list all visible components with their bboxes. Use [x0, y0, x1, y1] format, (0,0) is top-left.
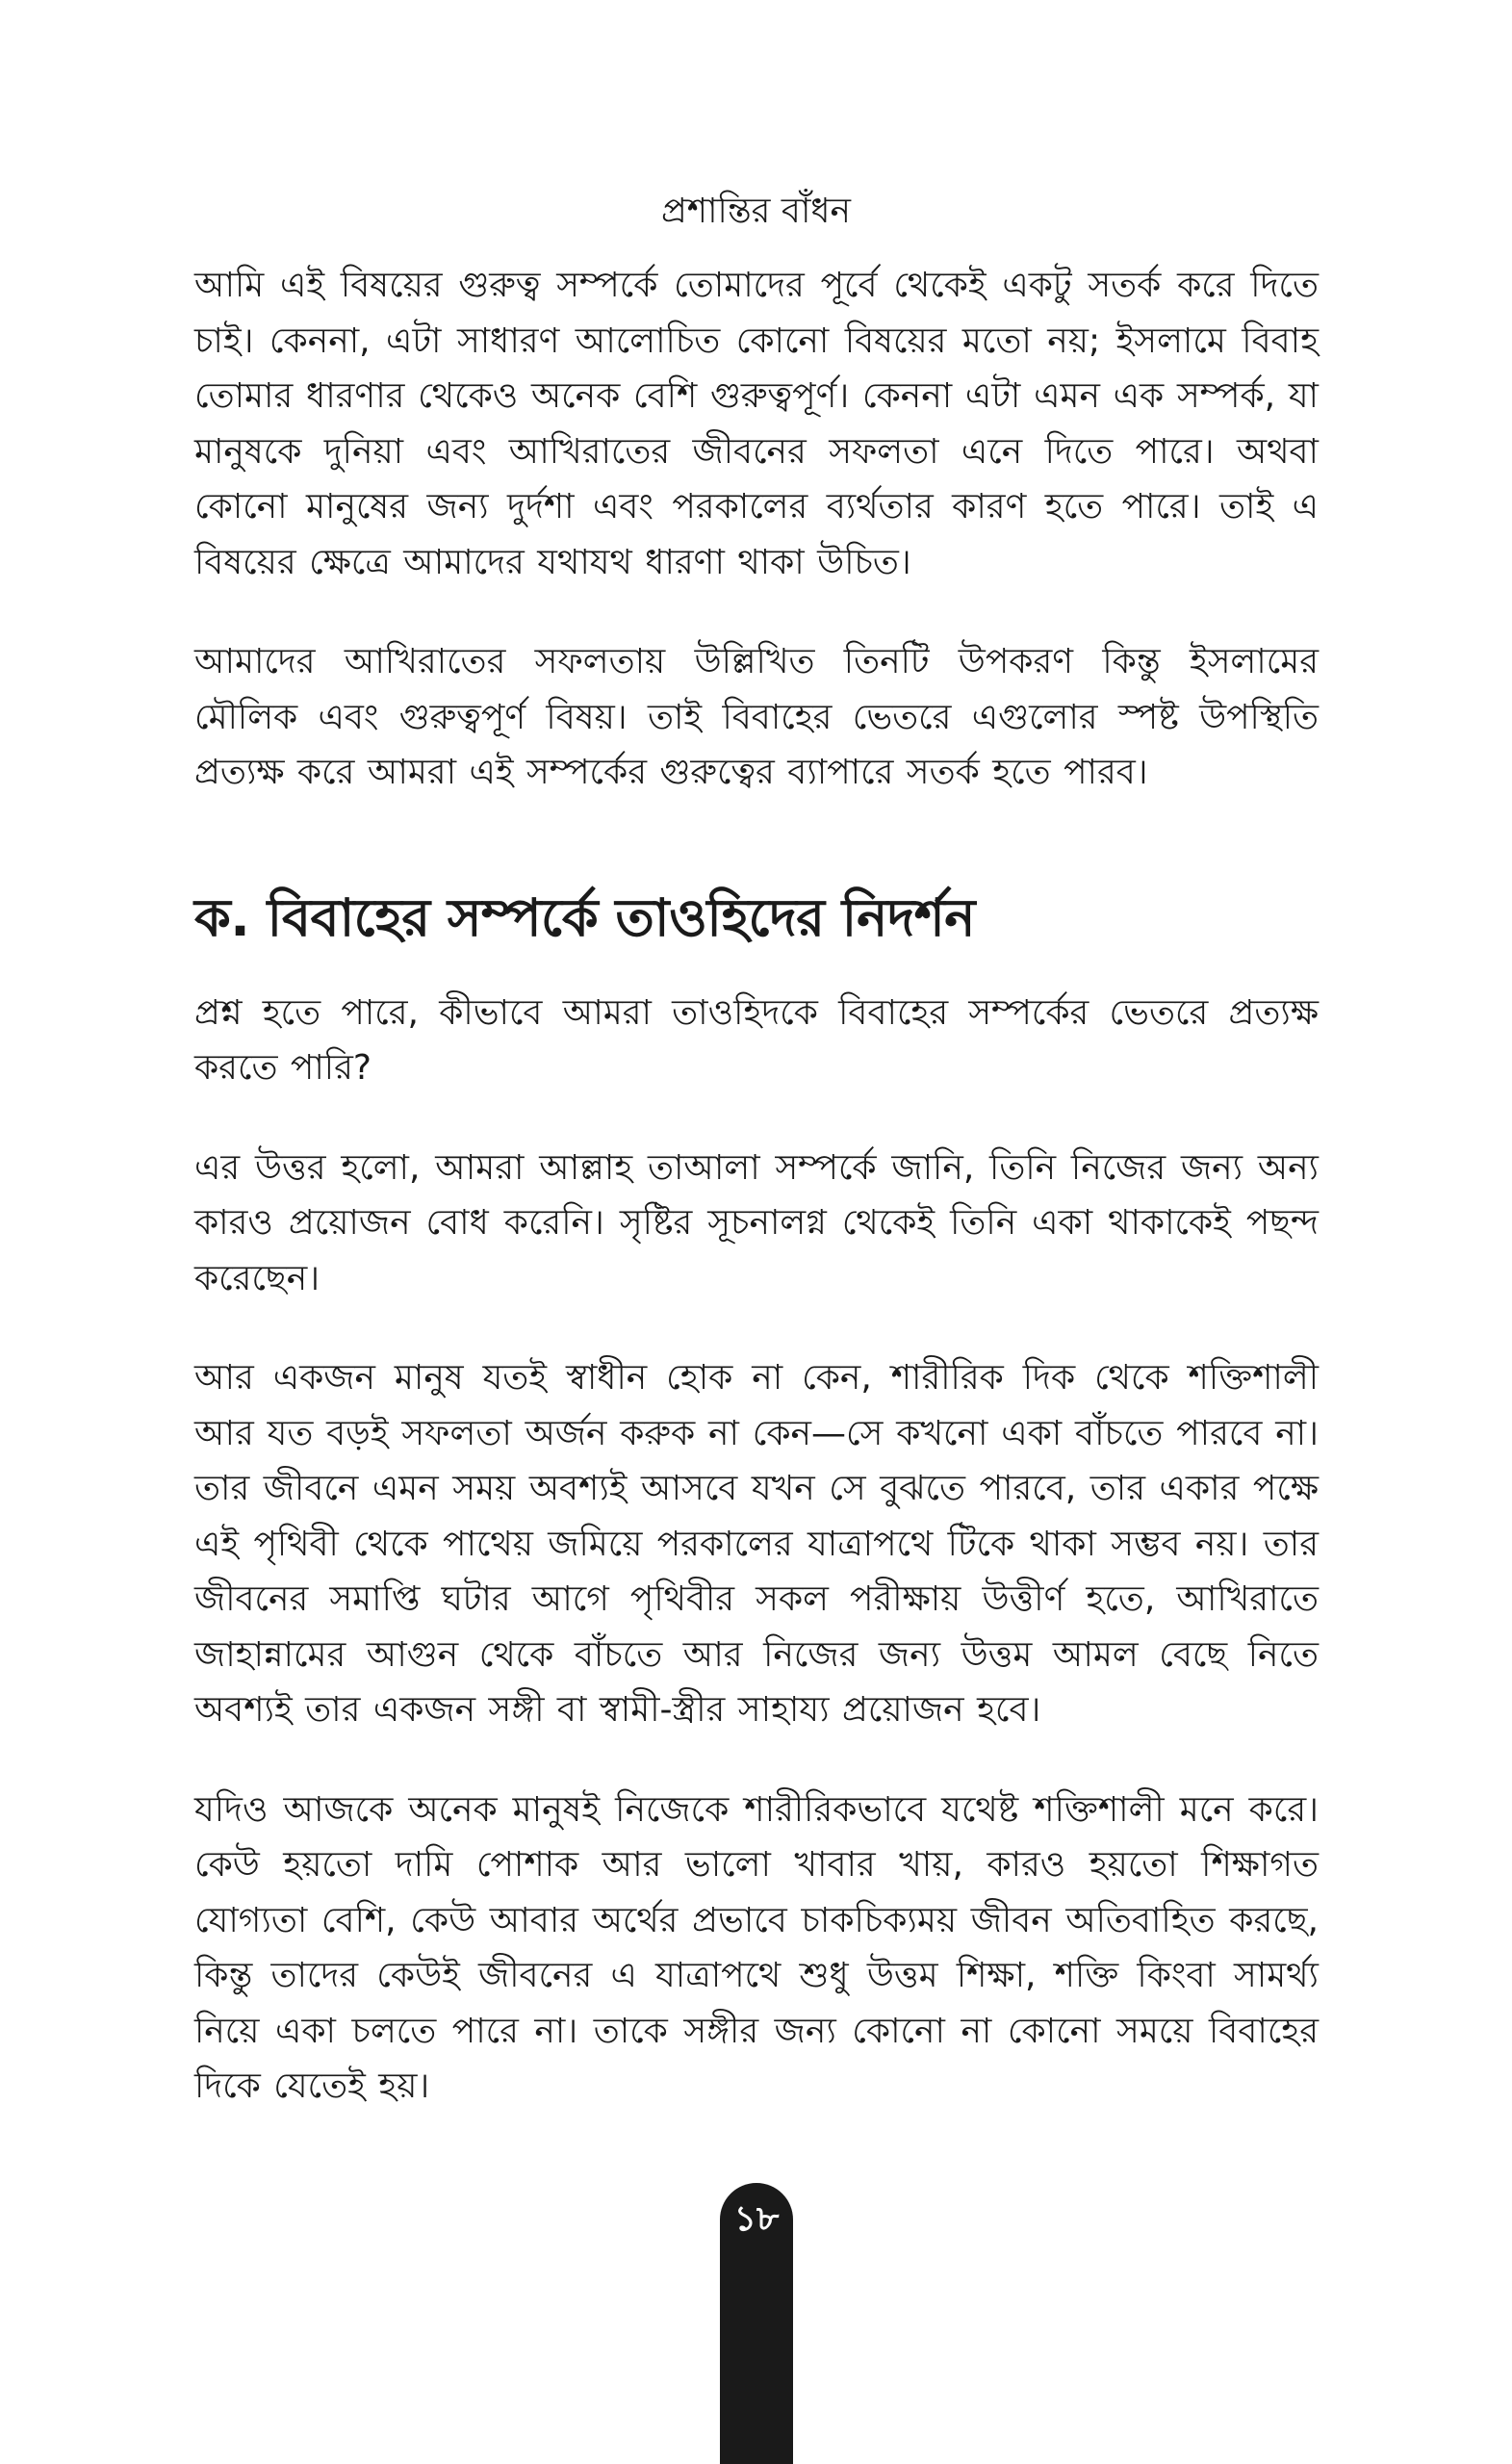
paragraph: আর একজন মানুষ যতই স্বাধীন হোক না কেন, শারীরিক দিক থেকে শক্তিশালী আর যত বড়ই সফলতা অর্জন করুক না কেন—সে কখনো একা বাঁচতে পারবে না। তার জীবনে এমন সময় অবশ্যই আসবে যখন সে বুঝতে পারবে, তার একার পক্ষে এই পৃথিবী থেকে পাথেয় জমিয়ে পরকালের যাত্রাপথে টিকে থাকা সম্ভব নয়। তার জীবনের সমাপ্তি ঘটার আগে পৃথিবীর সকল পরীক্ষায় উত্তীর্ণ হতে, আখিরাতে জাহান্নামের আগুন থেকে বাঁচতে আর নিজের জন্য উত্তম আমল বেছে নিতে অবশ্যই তার একজন সঙ্গী বা স্বামী-স্ত্রীর সাহায্য প্রয়োজন হবে। — [194, 1358, 1319, 1730]
paragraph: আমাদের আখিরাতের সফলতায় উল্লিখিত তিনটি উপকরণ কিন্তু ইসলামের মৌলিক এবং গুরুত্বপূর্ণ বিষয়। তাই বিবাহের ভেতরে এগুলোর স্পষ্ট উপস্থিতি প্রত্যক্ষ করে আমরা এই সম্পর্কের গুরুত্বের ব্যাপারে সতর্ক হতে পারব। — [194, 642, 1319, 792]
paragraph: প্রশ্ন হতে পারে, কীভাবে আমরা তাওহিদকে বিবাহের সম্পর্কের ভেতরে প্রত্যক্ষ করতে পারি? — [194, 992, 1319, 1088]
section-heading: ক. বিবাহের সম্পর্কে তাওহিদের নিদর্শন — [194, 886, 975, 948]
page-body — [194, 258, 1319, 2159]
paragraph: আমি এই বিষয়ের গুরুত্ব সম্পর্কে তোমাদের পূর্বে থেকেই একটু সতর্ক করে দিতে চাই। কেননা, এটা সাধারণ আলোচিত কোনো বিষয়ের মতো নয়; ইসলামে বিবাহ তোমার ধারণার থেকেও অনেক বেশি গুরুত্বপূর্ণ। কেননা এটা এমন এক সম্পর্ক, যা মানুষকে দুনিয়া এবং আখিরাতের জীবনের সফলতা এনে দিতে পারে। অথবা কোনো মানুষের জন্য দুর্দশা এবং পরকালের ব্যর্থতার কারণ হতে পারে। তাই এ বিষয়ের ক্ষেত্রে আমাদের যথাযথ ধারণা থাকা উচিত। — [194, 266, 1319, 582]
running-head: প্রশান্তির বাঁধন — [660, 192, 852, 231]
page-number: ১৮ — [733, 2199, 780, 2239]
paragraph: এর উত্তর হলো, আমরা আল্লাহ তাআলা সম্পর্কে জানি, তিনি নিজের জন্য অন্য কারও প্রয়োজন বোধ করেনি। সৃষ্টির সূচনালগ্ন থেকেই তিনি একা থাকাকেই পছন্দ করেছেন। — [194, 1147, 1319, 1298]
paragraph: যদিও আজকে অনেক মানুষই নিজেকে শারীরিকভাবে যথেষ্ট শক্তিশালী মনে করে। কেউ হয়তো দামি পোশাক আর ভালো খাবার খায়, কারও হয়তো শিক্ষাগত যোগ্যতা বেশি, কেউ আবার অর্থের প্রভাবে চাকচিক্যময় জীবন অতিবাহিত করছে, কিন্তু তাদের কেউই জীবনের এ যাত্রাপথে শুধু উত্তম শিক্ষা, শক্তি কিংবা সামর্থ্য নিয়ে একা চলতে পারে না। তাকে সঙ্গীর জন্য কোনো না কোনো সময়ে বিবাহের দিকে যেতেই হয়। — [194, 1789, 1319, 2106]
